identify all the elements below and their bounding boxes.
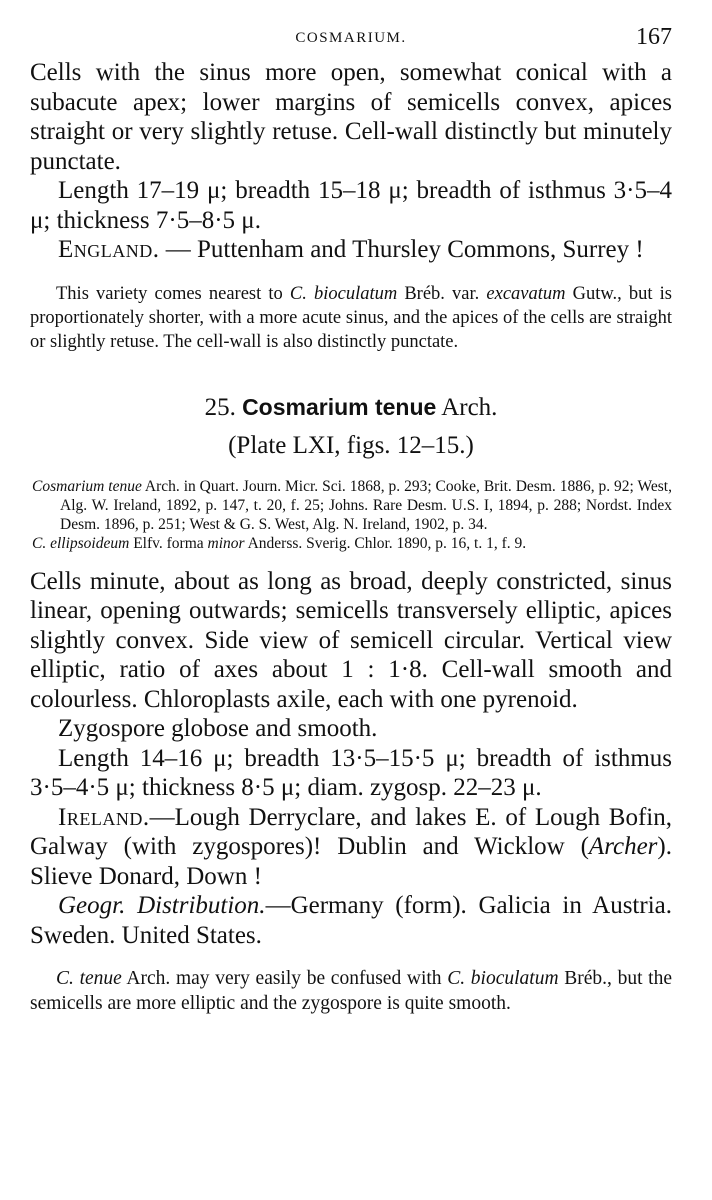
plate-reference: (Plate LXI, figs. 12–15.): [228, 431, 474, 459]
reference-taxon: C. ellipsoideum: [32, 534, 130, 552]
page-number: 167: [636, 24, 672, 50]
note-taxon: C. bioculatum: [447, 968, 559, 989]
species-description: [30, 567, 672, 951]
geographic-distribution: [30, 891, 672, 950]
england-localities: — Puttenham and Thursley Commons, Surrey !: [159, 236, 644, 263]
closing-note-paragraph: [30, 966, 672, 1016]
species-cells-paragraph: Cells minute, about as long as broad, deeply constricted, sinus linear, opening outwards; semicells transversely elliptic, apices slightly convex. Side view of semicell circular. Vertical view elliptic, ratio of axes about 1 : 1·8. Cell-wall smooth and colourless. Chloroplasts axile, each with one pyrenoid.: [30, 567, 672, 713]
reference-entry: [30, 534, 672, 553]
collector-name: Archer: [588, 833, 658, 860]
synonymy-references: [30, 477, 672, 553]
zygospore-paragraph: Zygospore globose and smooth.: [58, 715, 378, 742]
note-taxon: excavatum: [486, 283, 566, 304]
distribution-text: —Germany (form). Galicia in Austria. Sweden. United States.: [30, 892, 672, 949]
note-text: This variety comes nearest to: [56, 283, 290, 304]
variety-note: [30, 282, 672, 354]
species-author: Arch.: [436, 393, 498, 421]
book-page: [30, 24, 672, 1016]
variety-note-paragraph: [30, 282, 672, 354]
running-header: [30, 24, 672, 58]
note-taxon: C. tenue: [56, 968, 122, 989]
reference-taxon: minor: [207, 534, 245, 552]
note-taxon: C. bioculatum: [289, 283, 398, 304]
region-ireland: Ireland.: [58, 803, 150, 831]
reference-entry: [30, 477, 672, 534]
note-text: Bréb., but the semicells are more elliptic and the zygospore is quite smooth.: [30, 968, 672, 1014]
note-text: Gutw., but is proportionately shorter, with a more acute sinus, and the apices of the cells are straight or slightly retuse. The cell-wall is also distinctly punctate.: [30, 283, 672, 352]
closing-note: [30, 966, 672, 1016]
note-text: Arch. may very easily be confused with: [121, 968, 448, 989]
ireland-locality: [30, 803, 672, 892]
species-measurements: Length 14–16 μ; breadth 13·5–15·5 μ; breadth of isthmus 3·5–4·5 μ; thickness 8·5 μ; diam. zygosp. 22–23 μ.: [30, 744, 672, 801]
running-title: COSMARIUM.: [295, 30, 407, 46]
variety-measurements: Length 17–19 μ; breadth 15–18 μ; breadth of isthmus 3·5–4 μ; thickness 7·5–8·5 μ.: [30, 177, 672, 234]
distribution-label: Geogr. Distribution.: [58, 892, 266, 919]
reference-taxon: Cosmarium tenue: [32, 477, 142, 495]
region-england: England.: [58, 236, 160, 263]
variety-locality: [30, 235, 672, 265]
note-text: Bréb. var.: [397, 283, 487, 304]
ireland-localities: ). Slieve Donard, Down !: [30, 833, 672, 890]
species-number: 25.: [204, 393, 236, 421]
variety-cells-paragraph: Cells with the sinus more open, somewhat conical with a subacute apex; lower margins of semicells convex, apices straight or very slightly retuse. Cell-wall distinctly but minutely punctate.: [30, 59, 672, 175]
species-heading: [30, 392, 672, 423]
ireland-localities: —Lough Derryclare, and lakes E. of Lough Bofin, Galway (with zygospores)! Dublin and Wicklow (: [30, 803, 672, 860]
reference-text: Anderss. Sverig. Chlor. 1890, p. 16, t. 1, f. 9.: [244, 534, 527, 552]
reference-text: Elfv. forma: [129, 534, 208, 552]
variety-description: [30, 58, 672, 265]
reference-text: Arch. in Quart. Journ. Micr. Sci. 1868, p. 293; Cooke, Brit. Desm. 1886, p. 92; West, Alg. W. Ireland, 1892, p. 147, t. 20, f. 25; Johns. Rare Desm. U.S. I, 1894, p. 288; Nordst. Index Desm. 1896, p. 251; West & G. S. West, Alg. N. Ireland, 1902, p. 34.: [60, 477, 672, 533]
species-name: Cosmarium tenue: [242, 393, 437, 420]
